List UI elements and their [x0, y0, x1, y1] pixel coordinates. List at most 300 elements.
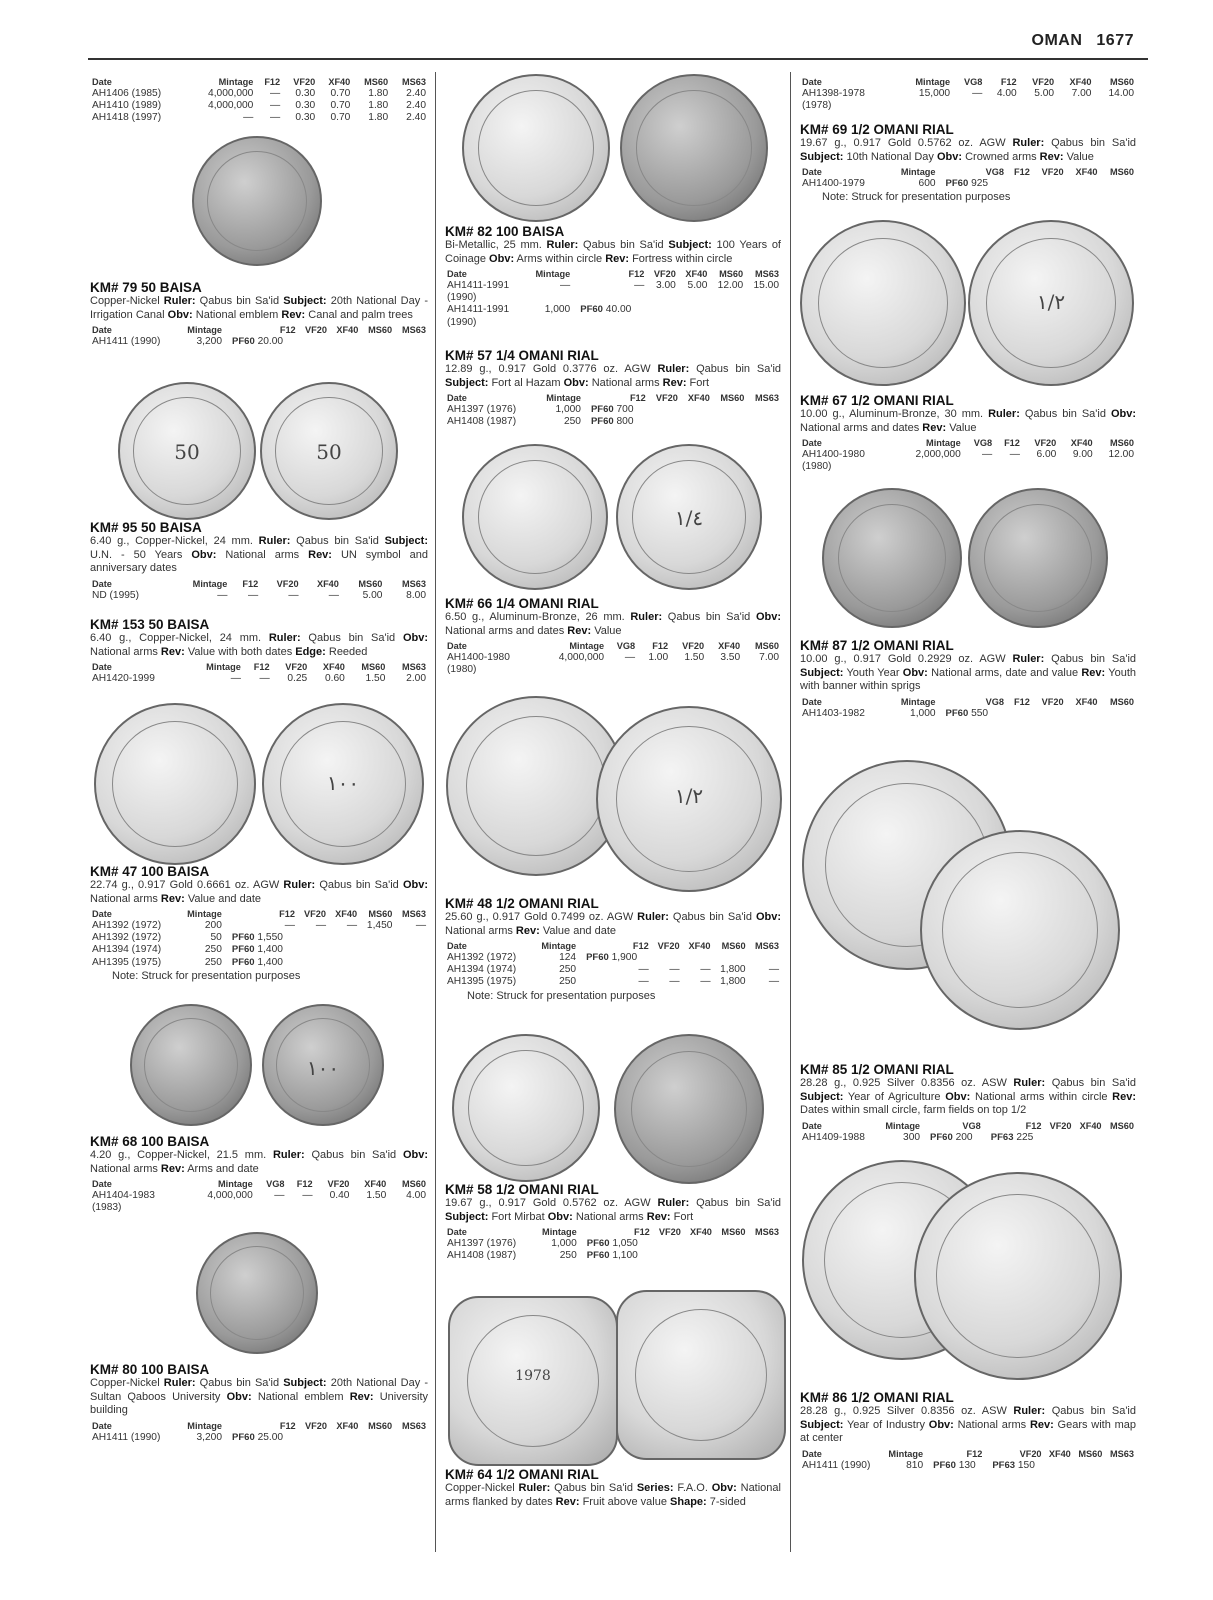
table-cell [746, 416, 781, 428]
table-header-row [800, 166, 1136, 178]
table-cell: (1980) [447, 664, 477, 676]
table-cell [394, 957, 428, 969]
table-cell [994, 461, 1022, 473]
km85-title: KM# 85 1/2 OMANI RIAL [800, 1062, 954, 1077]
column-header: Date [92, 325, 112, 335]
table-row [90, 336, 428, 348]
table-cell: 8.00 [406, 589, 426, 601]
table-cell: PF60 1,400 [231, 944, 283, 956]
table-cell [1104, 1132, 1136, 1144]
table-cell: 4,000,000 [207, 1190, 253, 1201]
table-cell: 50 [210, 932, 222, 944]
column-header: Mintage [885, 1120, 921, 1131]
km87-entry [800, 638, 1136, 720]
table-cell: — [269, 100, 281, 112]
column-header: MS63 [754, 269, 779, 279]
table-cell [709, 317, 745, 329]
column-header: XF40 [328, 77, 351, 87]
column-header: F12 [1013, 167, 1030, 177]
price-table [90, 661, 428, 685]
column-divider [435, 72, 436, 1552]
table-cell [298, 336, 329, 348]
table-row [445, 652, 781, 664]
table-cell [678, 317, 710, 329]
table-cell: 810 [906, 1459, 924, 1471]
column-header: XF40 [1070, 438, 1093, 448]
table-cell: AH1397 (1976) [447, 1238, 517, 1249]
column-header: MS63 [401, 578, 426, 589]
column-header: Mintage [900, 696, 936, 707]
km86-title: KM# 86 1/2 OMANI RIAL [800, 1390, 954, 1405]
column-header: F12 [632, 941, 649, 951]
km79-desc: Copper-Nickel Ruler: Qabus bin Sa'id Subject: 20th National Day - Irrigation Canal Obv: National emblem Rev: Canal and palm trees [90, 295, 429, 321]
column-header: Date [447, 269, 467, 279]
table-cell: 1.80 [368, 100, 389, 112]
table-cell: AH1408 (1987) [447, 1250, 517, 1262]
table-cell: AH1394 (1974) [447, 964, 517, 976]
km58-entry [445, 1182, 781, 1262]
table-cell: 9.00 [1072, 449, 1093, 460]
column-header: XF40 [718, 641, 741, 651]
km82-obverse [462, 74, 610, 222]
table-cell: 0.25 [287, 673, 308, 684]
column-header: VF20 [285, 662, 308, 672]
table-cell: AH1395 (1975) [447, 976, 517, 988]
running-head [1032, 32, 1134, 50]
table-cell: AH1392 (1972) [92, 920, 162, 931]
table-header-row [445, 640, 781, 652]
price-table [90, 578, 428, 602]
table-header-row [800, 1120, 1136, 1132]
table-cell: 2.40 [406, 100, 426, 112]
table-cell: — [217, 589, 228, 601]
table-cell [712, 404, 747, 416]
table-cell: (1978) [802, 100, 832, 112]
table-cell: — [560, 280, 571, 291]
table-cell [963, 461, 994, 473]
table-cell [670, 664, 706, 676]
km67-title: KM# 67 1/2 OMANI RIAL [800, 393, 954, 408]
km64-entry [445, 1467, 781, 1509]
table-cell: AH1398-1978 [802, 88, 865, 99]
table-cell: 0.40 [329, 1190, 350, 1201]
table-cell [678, 304, 710, 316]
table-cell: 0.30 [295, 88, 316, 99]
table-cell [351, 1202, 388, 1214]
table-cell: PF63 150 [992, 1459, 1035, 1471]
table-cell: — [259, 673, 270, 684]
table-cell [745, 304, 781, 316]
table-cell: 1,000 [555, 404, 581, 415]
km86-reverse [914, 1172, 1122, 1380]
table-row [445, 664, 781, 676]
column-header: Mintage [218, 77, 254, 87]
table-row [90, 590, 428, 602]
table-cell: 14.00 [1108, 88, 1134, 99]
table-cell: 0.70 [330, 88, 351, 99]
table-cell: 3.50 [720, 652, 741, 663]
table-row [445, 292, 781, 304]
table-cell [745, 292, 781, 304]
table-row [445, 976, 781, 988]
table-cell: 0.60 [324, 673, 345, 684]
table-cell [329, 336, 360, 348]
table-cell [683, 1250, 714, 1262]
column-header: F12 [264, 77, 281, 87]
table-row [800, 708, 1136, 720]
table-cell: — [768, 964, 779, 976]
table-cell [1022, 461, 1058, 473]
column-header: XF40 [687, 393, 710, 403]
table-cell: PF60 1,100 [586, 1250, 638, 1262]
column-header: Mintage [900, 167, 936, 177]
table-cell [359, 944, 394, 956]
column-header: VG8 [963, 77, 983, 87]
table-cell: 0.70 [330, 100, 351, 112]
table-cell: 1.50 [366, 1190, 387, 1201]
table-cell [359, 932, 394, 944]
table-cell: 5.00 [687, 280, 708, 291]
price-table [445, 268, 781, 329]
table-cell: PF60 800 [590, 416, 634, 428]
table-row [445, 1238, 781, 1250]
table-row [800, 461, 1136, 473]
column-header: VG8 [266, 1179, 285, 1189]
column-header: VF20 [1032, 77, 1055, 87]
table-cell: — [669, 964, 680, 976]
column-header: VF20 [293, 77, 316, 87]
price-table [90, 76, 428, 125]
table-cell [185, 1202, 255, 1214]
table-cell [1104, 1460, 1136, 1472]
table-cell: 1,800 [720, 976, 746, 988]
table-cell: 3.00 [656, 280, 676, 291]
table-cell: — [315, 920, 327, 931]
price-table [445, 1226, 781, 1262]
km79-title: KM# 79 50 BAISA [90, 280, 202, 295]
column-header: F12 [628, 269, 645, 279]
table-cell [1058, 461, 1094, 473]
table-cell: — [972, 88, 983, 99]
column-header: VG8 [962, 1120, 981, 1131]
table-cell: 1,800 [720, 964, 746, 976]
table-cell: 250 [204, 944, 222, 956]
table-cell: — [700, 976, 711, 988]
table-cell: 7.00 [759, 652, 779, 663]
table-cell [328, 944, 359, 956]
km48-note: Note: Struck for presentation purposes [467, 989, 656, 1002]
table-cell: ND (1995) [92, 589, 139, 601]
column-header: MS60 [1109, 167, 1134, 177]
km47-desc: 22.74 g., 0.917 Gold 0.6661 oz. AGW Ruler: Qabus bin Sa'id Obv: National arms Rev: Value and date [90, 879, 428, 905]
column-header: Date [92, 662, 112, 672]
table-cell: 1,000 [544, 304, 571, 316]
table-cell [706, 664, 742, 676]
column-header: XF40 [1075, 167, 1098, 177]
table-cell: — [638, 964, 649, 976]
km87-title: KM# 87 1/2 OMANI RIAL [800, 638, 954, 653]
km87-desc: 10.00 g., 0.917 Gold 0.2929 oz. AGW Ruler: Qabus bin Sa'id Subject: Youth Year Obv: National arms, date and value Rev: Youth with banner within sprigs [800, 653, 1137, 692]
table-cell: 0.30 [295, 112, 316, 124]
table-cell: — [243, 112, 254, 124]
column-header: VG8 [985, 167, 1004, 177]
table-header-row [800, 696, 1136, 708]
table-cell: 4,000,000 [208, 88, 254, 99]
table-cell: PF60 700 [590, 404, 634, 415]
table-cell: (1990) [447, 292, 477, 304]
col3-top-table [800, 74, 1136, 112]
table-cell [984, 100, 1018, 112]
table-header-row [800, 437, 1136, 449]
table-cell [648, 416, 680, 428]
km66-reverse: ١/٤ [616, 444, 762, 590]
table-row [800, 449, 1136, 461]
table-cell: 250 [559, 964, 577, 976]
column-header: F12 [629, 393, 646, 403]
table-cell: AH1411 (1990) [92, 336, 161, 347]
table-cell [646, 317, 678, 329]
km57-entry [445, 348, 781, 428]
km58-reverse [614, 1034, 764, 1184]
table-cell: AH1400-1980 [447, 652, 510, 663]
column-header: XF40 [685, 269, 708, 279]
column-header: Date [802, 1120, 822, 1131]
column-header: MS60 [754, 641, 779, 651]
table-cell [297, 957, 328, 969]
table-cell: AH1395 (1975) [92, 956, 162, 968]
column-header: VF20 [1041, 696, 1064, 707]
column-header: Mintage [542, 1227, 577, 1237]
country-name: OMAN [1031, 32, 1083, 49]
table-cell: 1,000 [551, 1238, 577, 1249]
column-header: Date [802, 1448, 822, 1459]
column-header: Date [92, 578, 112, 589]
table-cell: 1,000 [910, 707, 936, 719]
km68-title: KM# 68 100 BAISA [90, 1134, 210, 1149]
table-cell [538, 664, 606, 676]
table-cell: PF60 925 [945, 178, 989, 189]
table-cell: — [669, 976, 680, 988]
table-row [445, 964, 781, 976]
table-cell [742, 664, 781, 676]
col1-top-table [90, 74, 428, 125]
column-header: Date [447, 1227, 467, 1237]
table-header-row [90, 578, 428, 590]
table-cell: 250 [559, 1250, 577, 1262]
km66-entry [445, 596, 781, 676]
table-cell: — [230, 673, 241, 684]
table-cell [359, 957, 394, 969]
km57-desc: 12.89 g., 0.917 Gold 0.3776 oz. AGW Ruler: Qabus bin Sa'id Subject: Fort al Hazam Obv: National arms Rev: Fort [445, 363, 782, 389]
km95-obverse: 50 [118, 382, 256, 520]
column-header: MS60 [1109, 438, 1134, 448]
table-cell: 0.70 [330, 112, 351, 124]
table-cell: — [328, 589, 339, 601]
table-cell: 15.00 [753, 280, 779, 291]
table-cell: PF60 1,550 [231, 932, 283, 944]
column-header: XF40 [1079, 1120, 1102, 1131]
table-cell: 1.50 [684, 652, 705, 663]
table-cell: AH1410 (1989) [92, 100, 162, 112]
table-row [90, 1202, 428, 1214]
km95-title: KM# 95 50 BAISA [90, 520, 202, 535]
column-header: MS63 [754, 393, 779, 403]
table-cell [286, 1202, 314, 1214]
km95-desc: 6.40 g., Copper-Nickel, 24 mm. Ruler: Qabus bin Sa'id Subject: U.N. - 50 Years Obv: National arms Rev: UN symbol and anniversary dates [90, 535, 428, 574]
column-header: VF20 [1041, 167, 1064, 177]
table-cell: — [638, 976, 649, 988]
column-header: MS63 [401, 325, 426, 335]
table-cell: AH1411-1991 [447, 280, 510, 291]
table-cell: — [269, 88, 281, 99]
column-header: MS60 [1109, 1120, 1134, 1131]
table-cell [572, 317, 646, 329]
column-header: MS60 [1078, 1448, 1103, 1459]
column-header: VG8 [985, 696, 1004, 707]
column-header: F12 [279, 325, 296, 335]
column-header: F12 [1025, 1120, 1042, 1131]
table-cell [745, 317, 781, 329]
table-cell: AH1400-1980 [802, 449, 865, 460]
table-cell: 6.00 [1036, 449, 1057, 460]
table-cell: 3,200 [196, 1431, 223, 1443]
table-cell: 4.00 [996, 88, 1017, 99]
column-header: XF40 [322, 662, 345, 672]
table-cell [525, 317, 572, 329]
column-header: Date [802, 77, 822, 87]
column-header: MS60 [368, 1420, 393, 1431]
table-row [90, 1190, 428, 1202]
table-cell [297, 944, 328, 956]
table-cell: AH1392 (1972) [92, 932, 162, 944]
km69-entry [800, 122, 1136, 204]
km67-reverse: ١/٢ [968, 220, 1134, 386]
column-header: Date [447, 393, 467, 403]
column-header: MS60 [721, 1227, 746, 1237]
column-header: MS60 [719, 269, 744, 279]
table-cell: PF60 200 [930, 1131, 973, 1143]
table-cell: 1,450 [366, 920, 393, 931]
km69-desc: 19.67 g., 0.917 Gold 0.5762 oz. AGW Ruler: Qabus bin Sa'id Subject: 10th National Day Obv: Crowned arms Rev: Value [800, 137, 1137, 163]
page-header [88, 30, 1148, 60]
column-header: VF20 [276, 578, 299, 589]
column-header: Mintage [187, 909, 222, 919]
table-header-row [800, 76, 1136, 88]
column-header: VF20 [1049, 1120, 1072, 1131]
table-cell: — [284, 920, 295, 931]
km80-desc: Copper-Nickel Ruler: Qabus bin Sa'id Subject: 20th National Day - Sultan Qaboos University Obv: National emblem Rev: University building [90, 1377, 429, 1416]
table-cell: (1990) [447, 316, 477, 328]
km64-reverse [616, 1290, 786, 1460]
table-cell: — [634, 280, 645, 291]
table-cell: 0.30 [295, 100, 316, 112]
km69-note: Note: Struck for presentation purposes [822, 191, 1011, 204]
price-table [800, 696, 1136, 720]
km47-title: KM# 47 100 BAISA [90, 864, 210, 879]
table-header-row [445, 940, 781, 952]
column-header: Mintage [915, 77, 951, 87]
km80-entry [90, 1362, 428, 1444]
table-cell: PF60 550 [945, 707, 989, 719]
table-cell: AH1409-1988 [802, 1131, 865, 1143]
km64-title: KM# 64 1/2 OMANI RIAL [445, 1467, 599, 1482]
column-header: Date [92, 1179, 112, 1189]
price-table [800, 166, 1136, 190]
column-header: VF20 [655, 393, 678, 403]
km80-reverse [196, 1232, 318, 1354]
table-cell [1006, 708, 1032, 720]
table-cell: AH1420-1999 [92, 673, 155, 684]
table-row [90, 944, 428, 956]
column-header: MS63 [401, 1420, 426, 1431]
km66-obverse [462, 444, 608, 590]
column-header: VF20 [653, 269, 676, 279]
column-header: VF20 [1019, 1448, 1042, 1459]
table-row [90, 1432, 428, 1444]
km153-reverse: ١٠٠ [262, 703, 424, 865]
table-row [800, 178, 1136, 190]
column-header: XF40 [1048, 1448, 1071, 1459]
km87-obverse [822, 488, 962, 628]
table-cell: — [346, 920, 358, 931]
table-row [445, 317, 781, 329]
price-table [800, 437, 1136, 473]
column-header: Mintage [535, 269, 571, 279]
column-header: Mintage [187, 325, 223, 335]
table-cell: AH1397 (1976) [447, 404, 517, 415]
column-header: Mintage [569, 641, 605, 651]
km79-entry [90, 280, 428, 348]
column-header: F12 [253, 662, 270, 672]
table-cell [709, 304, 745, 316]
table-cell [329, 1432, 360, 1444]
km47-reverse: ١٠٠ [262, 1004, 384, 1126]
table-cell: 300 [903, 1131, 921, 1143]
column-header: Date [447, 641, 467, 651]
price-table [800, 1120, 1136, 1144]
table-cell: PF60 40.00 [580, 304, 632, 316]
price-table [445, 640, 781, 676]
table-cell: — [768, 976, 779, 988]
table-cell: AH1392 (1972) [447, 952, 517, 963]
column-header: Date [92, 909, 112, 919]
km58-title: KM# 58 1/2 OMANI RIAL [445, 1182, 599, 1197]
column-header: XF40 [335, 909, 358, 919]
price-table [800, 76, 1136, 112]
table-cell: — [302, 1190, 313, 1201]
table-cell: AH1411 (1990) [92, 1431, 161, 1443]
table-cell: — [274, 1190, 285, 1201]
column-header: VF20 [305, 1420, 327, 1431]
km48-reverse: ١/٢ [596, 706, 782, 892]
column-header: MS60 [364, 77, 389, 87]
table-cell: — [1009, 449, 1020, 460]
table-header-row [90, 908, 428, 920]
column-header: F12 [966, 1448, 983, 1459]
table-cell [388, 1202, 428, 1214]
table-header-row [445, 1226, 781, 1238]
table-cell [746, 404, 781, 416]
column-header: MS60 [720, 393, 745, 403]
column-header: Date [447, 941, 467, 951]
table-row [90, 932, 428, 944]
table-cell [646, 304, 678, 316]
table-cell: 15,000 [918, 88, 951, 99]
table-row [90, 88, 428, 100]
column-header: VF20 [657, 941, 680, 951]
table-row [445, 1250, 781, 1262]
column-header: Mintage [541, 941, 577, 951]
